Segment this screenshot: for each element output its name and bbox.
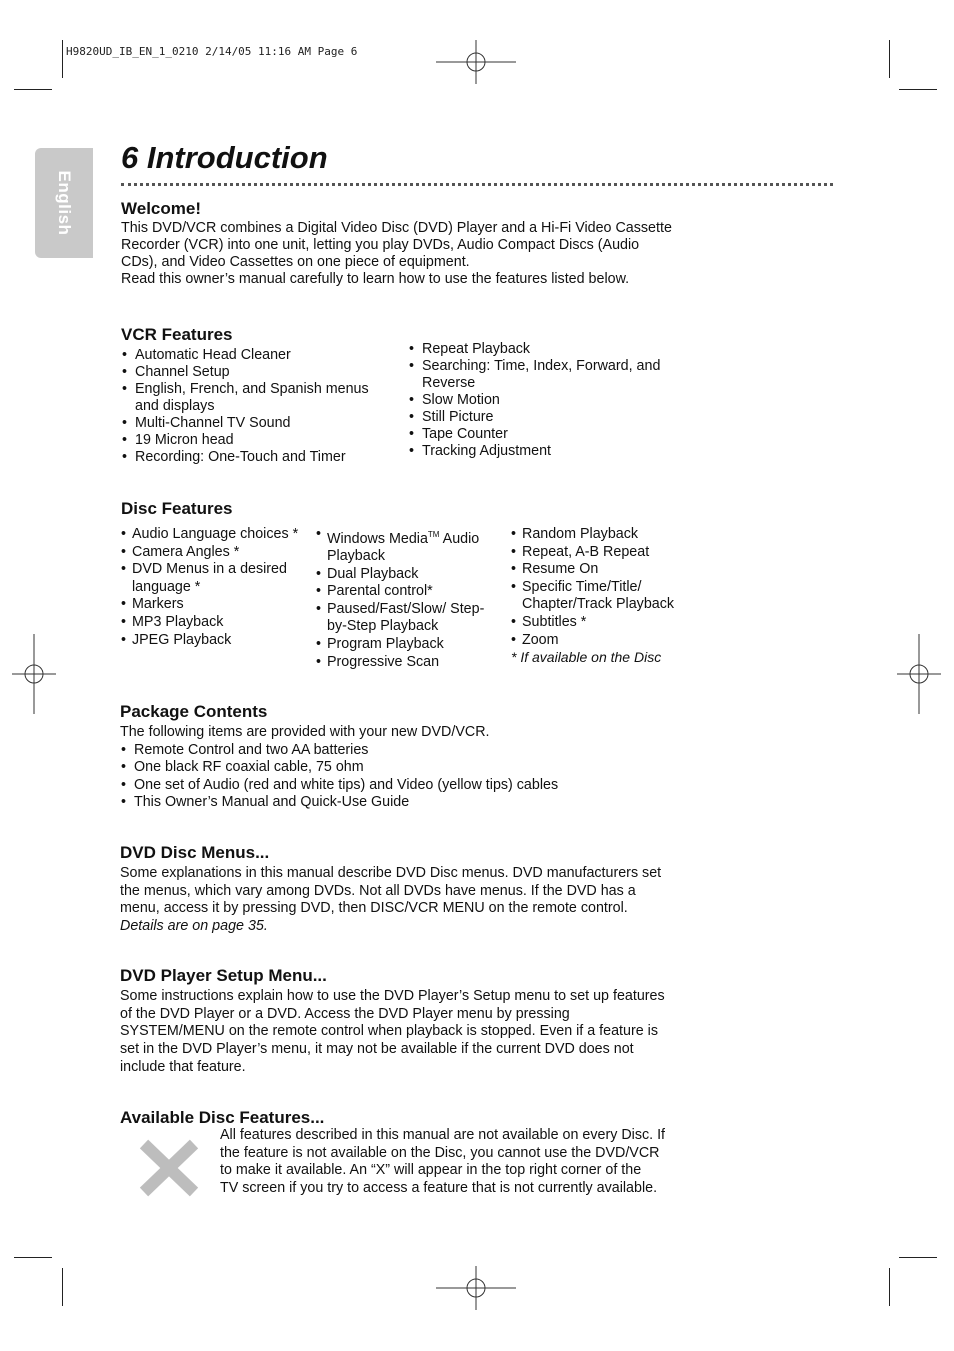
dvd-player-setup-text — [120, 988, 720, 1077]
list-item: • English, French, and Spanish menus and displays — [122, 381, 390, 415]
crop-mark — [889, 1268, 890, 1306]
text-line: to make it available. An “X” will appear in the top right corner of the — [220, 1162, 642, 1179]
list-item: • Random Playback — [511, 526, 691, 543]
list-item: • Automatic Head Cleaner — [122, 347, 390, 364]
list-item: • Zoom — [511, 632, 691, 649]
available-disc-features-text — [220, 1127, 700, 1198]
text-line: set in the DVD Player’s menu, it may not be available if the current DVD does not — [120, 1041, 634, 1058]
x-icon — [138, 1138, 200, 1198]
disc-features-section — [121, 499, 233, 519]
package-contents-heading: Package Contents — [120, 702, 268, 721]
list-item: • 19 Micron head — [122, 432, 390, 449]
list-item: • Camera Angles * — [121, 544, 299, 561]
list-item: • One set of Audio (red and white tips) and Video (yellow tips) cables — [121, 777, 720, 795]
registration-mark-icon — [897, 634, 941, 714]
registration-mark-icon — [436, 40, 516, 84]
disc-features-heading: Disc Features — [121, 499, 233, 518]
dvd-disc-menus-heading: DVD Disc Menus... — [120, 843, 270, 862]
trademark: TM — [427, 530, 440, 539]
dvd-disc-menus-section — [120, 843, 720, 936]
list-item: • JPEG Playback — [121, 632, 299, 649]
text-line: TV screen if you try to access a feature that is not currently available. — [220, 1180, 658, 1197]
list-item: • DVD Menus in a desired language * — [121, 561, 299, 596]
list-item-text: Audio Playback — [327, 530, 480, 565]
text-line: SYSTEM/MENU on the remote control when playback is stopped. Even if a feature is — [120, 1023, 658, 1040]
crop-mark — [889, 40, 890, 78]
registration-mark-icon — [12, 634, 56, 714]
list-item: • Resume On — [511, 561, 691, 578]
text-line: include that feature. — [120, 1058, 246, 1075]
language-tab-label: English — [55, 170, 74, 236]
details-reference: Details are on page 35. — [120, 918, 268, 935]
list-item: • This Owner’s Manual and Quick-Use Guide — [121, 794, 720, 812]
text-line: Some instructions explain how to use the DVD Player’s Setup menu to set up features — [120, 988, 665, 1004]
list-item: • Parental control* — [316, 583, 496, 600]
list-item: • One black RF coaxial cable, 75 ohm — [121, 759, 720, 777]
list-item: • MP3 Playback — [121, 614, 299, 631]
text-line: Recorder (VCR) into one unit, letting you play DVDs, Audio Compact Discs (Audio — [121, 237, 640, 253]
dvd-player-setup-section — [120, 966, 720, 1077]
list-item: • Specific Time/Title/ Chapter/Track Playback — [511, 579, 691, 614]
list-item: • Audio Language choices * — [121, 526, 299, 543]
list-item: • Still Picture — [409, 409, 669, 426]
text-line: CDs), and Video Cassettes on one piece of equipment. — [121, 254, 470, 270]
language-tab — [35, 148, 93, 258]
crop-mark — [62, 40, 63, 78]
text-line: the menus, which vary among DVDs. Not all DVDs have menus. If the DVD has a — [120, 882, 636, 899]
package-contents-list — [121, 742, 720, 812]
print-slug: H9820UD_IB_EN_1_0210 2/14/05 11:16 AM Page 6 — [66, 45, 358, 58]
list-item: • Progressive Scan — [316, 654, 496, 671]
registration-mark-icon — [436, 1266, 516, 1310]
disc-features-col2 — [316, 526, 496, 671]
list-item: • Tracking Adjustment — [409, 443, 669, 460]
list-item: • Markers — [121, 596, 299, 613]
list-item: • Slow Motion — [409, 392, 669, 409]
list-item: • Tape Counter — [409, 426, 669, 443]
package-contents-section — [120, 702, 720, 812]
available-disc-features-heading: Available Disc Features... — [120, 1108, 325, 1127]
list-item: • Remote Control and two AA batteries — [121, 742, 720, 760]
text-line: This DVD/VCR combines a Digital Video Disc (DVD) Player and a Hi-Fi Video Cassette — [121, 220, 672, 236]
text-line: Read this owner’s manual carefully to learn how to use the features listed below. — [121, 271, 630, 287]
crop-mark — [14, 1257, 52, 1258]
vcr-features-list-left — [122, 347, 390, 466]
vcr-features-list-right — [409, 341, 669, 460]
vcr-features-section — [121, 325, 232, 345]
list-item: • Paused/Fast/Slow/ Step-by-Step Playback — [316, 601, 496, 636]
welcome-heading: Welcome! — [121, 199, 201, 218]
dotted-divider — [121, 183, 833, 186]
text-line: All features described in this manual are not available on every Disc. If — [220, 1127, 666, 1143]
list-item: • Channel Setup — [122, 364, 390, 381]
text-line: Some explanations in this manual describe DVD Disc menus. DVD manufacturers set — [120, 865, 662, 881]
crop-mark — [14, 89, 52, 90]
welcome-text — [121, 220, 701, 288]
welcome-section — [121, 199, 701, 288]
page-title: 6 Introduction — [121, 140, 328, 175]
text-line: menu, access it by pressing DVD, then DISC/VCR MENU on the remote control. — [120, 900, 628, 917]
list-item: • Recording: One-Touch and Timer — [122, 449, 390, 466]
list-item: • Repeat, A-B Repeat — [511, 544, 691, 561]
list-item: • Dual Playback — [316, 566, 496, 583]
available-disc-features-section — [120, 1108, 324, 1128]
crop-mark — [62, 1268, 63, 1306]
disc-features-footnote: * If available on the Disc — [511, 649, 662, 665]
text-line: of the DVD Player or a DVD. Access the DVD Player menu by pressing — [120, 1005, 570, 1022]
list-item: • Searching: Time, Index, Forward, and Reverse — [409, 358, 669, 392]
crop-mark — [899, 1257, 937, 1258]
text-line: the feature is not available on the Disc, you cannot use the DVD/VCR — [220, 1144, 660, 1161]
list-item — [316, 526, 496, 565]
vcr-features-heading: VCR Features — [121, 325, 233, 344]
crop-mark — [899, 89, 937, 90]
disc-features-col3 — [511, 526, 691, 649]
list-item-text: Windows Media — [327, 530, 428, 547]
package-contents-intro: The following items are provided with your new DVD/VCR. — [120, 724, 490, 740]
list-item: • Multi-Channel TV Sound — [122, 415, 390, 432]
list-item: • Repeat Playback — [409, 341, 669, 358]
dvd-disc-menus-text — [120, 865, 720, 936]
disc-features-col1 — [121, 526, 299, 649]
list-item: • Program Playback — [316, 636, 496, 653]
list-item: • Subtitles * — [511, 614, 691, 631]
dvd-player-setup-heading: DVD Player Setup Menu... — [120, 966, 327, 985]
